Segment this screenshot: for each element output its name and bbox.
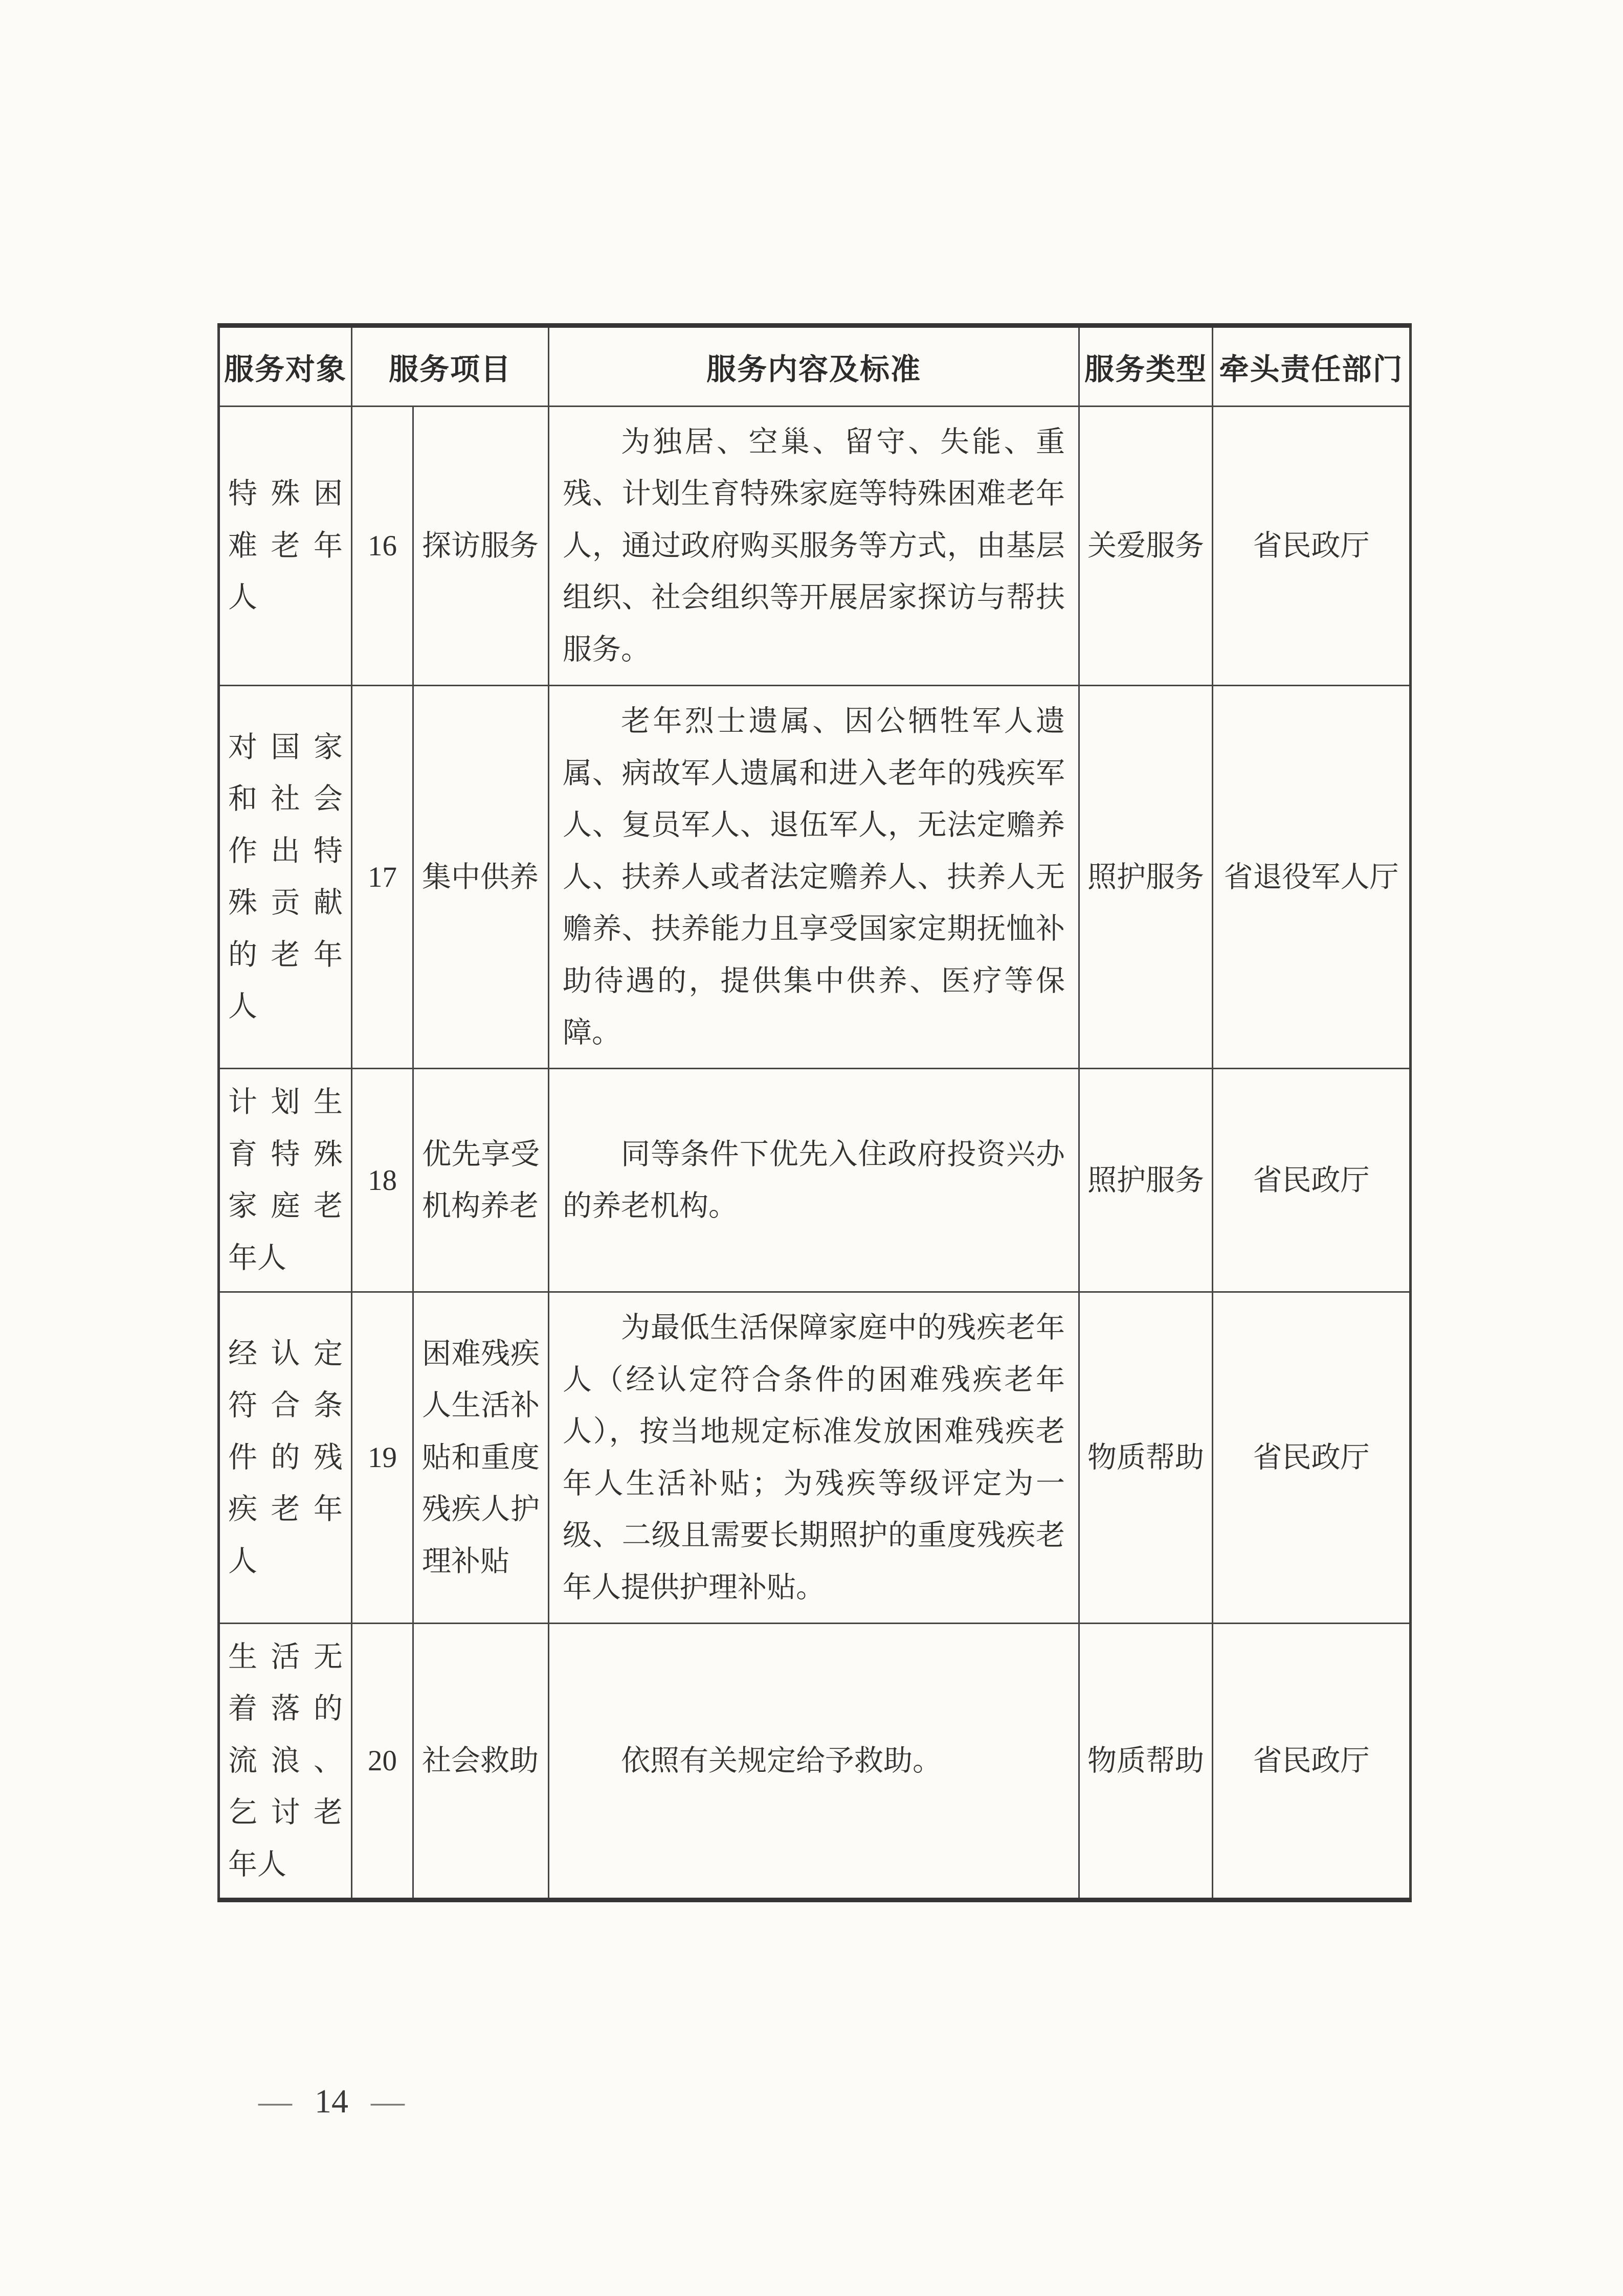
table-header-row bbox=[219, 326, 1411, 407]
table-row bbox=[219, 1623, 1411, 1900]
cell-service-item: 优先享受机构养老 bbox=[413, 1069, 549, 1292]
cell-service-type: 照护服务 bbox=[1079, 686, 1213, 1069]
cell-service-target: 经认定符合条件的残疾老年人 bbox=[219, 1292, 352, 1624]
cell-service-content: 依照有关规定给予救助。 bbox=[549, 1623, 1079, 1900]
cell-lead-department: 省退役军人厅 bbox=[1213, 686, 1411, 1069]
cell-lead-department: 省民政厅 bbox=[1213, 407, 1411, 686]
header-service-content: 服务内容及标准 bbox=[549, 326, 1079, 407]
cell-service-item: 困难残疾人生活补贴和重度残疾人护理补贴 bbox=[413, 1292, 549, 1624]
cell-service-content: 老年烈士遗属、因公牺牲军人遗属、病故军人遗属和进入老年的残疾军人、复员军人、退伍军人，无法定赡养人、扶养人或者法定赡养人、扶养人无赡养、扶养能力且享受国家定期抚恤补助待遇的，提供集中供养、医疗等保障。 bbox=[549, 686, 1079, 1069]
table-row bbox=[219, 686, 1411, 1069]
cell-service-content: 为最低生活保障家庭中的残疾老年人（经认定符合条件的困难残疾老年人），按当地规定标准发放困难残疾老年人生活补贴；为残疾等级评定为一级、二级且需要长期照护的重度残疾老年人提供护理补贴。 bbox=[549, 1292, 1079, 1624]
header-service-type: 服务类型 bbox=[1079, 326, 1213, 407]
cell-item-number: 19 bbox=[352, 1292, 413, 1624]
cell-service-item: 探访服务 bbox=[413, 407, 549, 686]
service-list-table bbox=[217, 323, 1412, 1902]
cell-service-item: 社会救助 bbox=[413, 1623, 549, 1900]
cell-service-target: 生活无着落的流浪、乞讨老年人 bbox=[219, 1623, 352, 1900]
cell-service-type: 物质帮助 bbox=[1079, 1292, 1213, 1624]
cell-item-number: 17 bbox=[352, 686, 413, 1069]
header-service-item: 服务项目 bbox=[352, 326, 549, 407]
footer-dash-right: — bbox=[371, 2083, 405, 2120]
header-lead-department: 牵头责任部门 bbox=[1213, 326, 1411, 407]
table-row bbox=[219, 407, 1411, 686]
cell-lead-department: 省民政厅 bbox=[1213, 1069, 1411, 1292]
header-service-target: 服务对象 bbox=[219, 326, 352, 407]
cell-item-number: 16 bbox=[352, 407, 413, 686]
table-row bbox=[219, 1292, 1411, 1624]
cell-service-type: 关爱服务 bbox=[1079, 407, 1213, 686]
cell-item-number: 20 bbox=[352, 1623, 413, 1900]
cell-service-content: 同等条件下优先入住政府投资兴办的养老机构。 bbox=[549, 1069, 1079, 1292]
cell-service-target: 特殊困难老年人 bbox=[219, 407, 352, 686]
cell-service-item: 集中供养 bbox=[413, 686, 549, 1069]
cell-lead-department: 省民政厅 bbox=[1213, 1623, 1411, 1900]
cell-service-target: 计划生育特殊家庭老年人 bbox=[219, 1069, 352, 1292]
footer-dash-left: — bbox=[258, 2083, 292, 2120]
cell-service-content: 为独居、空巢、留守、失能、重残、计划生育特殊家庭等特殊困难老年人，通过政府购买服务等方式，由基层组织、社会组织等开展居家探访与帮扶服务。 bbox=[549, 407, 1079, 686]
table-row bbox=[219, 1069, 1411, 1292]
cell-service-type: 物质帮助 bbox=[1079, 1623, 1213, 1900]
footer-page-number: 14 bbox=[315, 2083, 348, 2120]
cell-lead-department: 省民政厅 bbox=[1213, 1292, 1411, 1624]
cell-service-type: 照护服务 bbox=[1079, 1069, 1213, 1292]
cell-service-target: 对国家和社会作出特殊贡献的老年人 bbox=[219, 686, 352, 1069]
cell-item-number: 18 bbox=[352, 1069, 413, 1292]
page-footer bbox=[258, 2082, 405, 2121]
